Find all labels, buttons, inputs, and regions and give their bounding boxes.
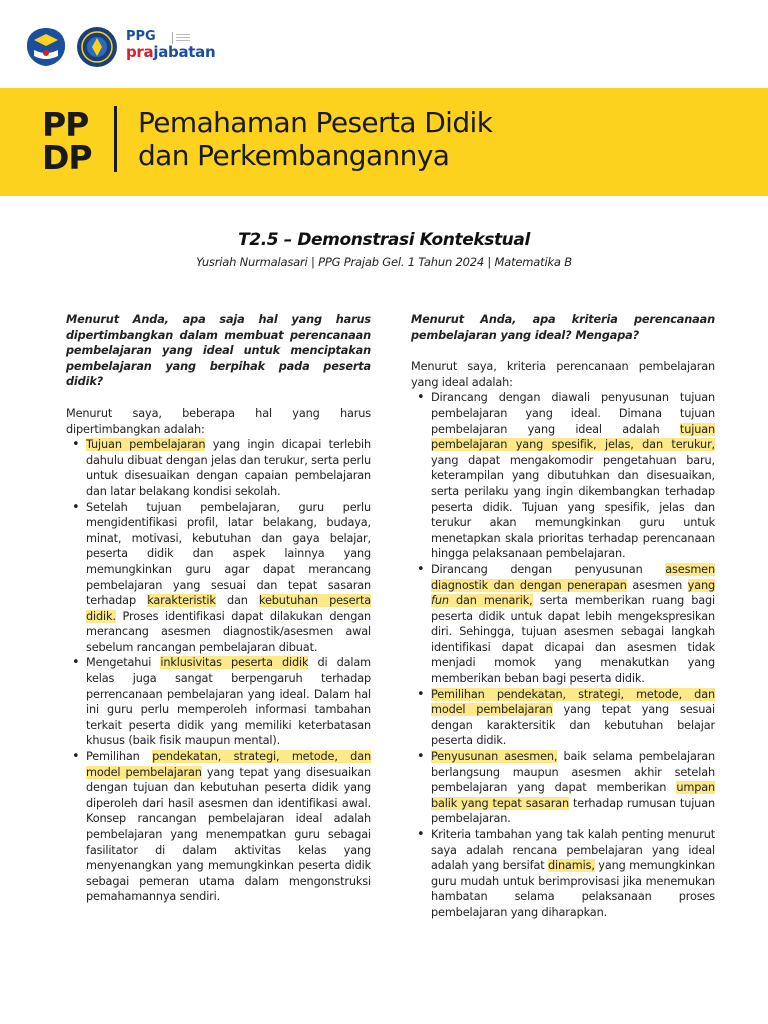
ppg-logo-line2 [126,44,215,60]
highlight: karakteristik [147,594,216,608]
emphasis: fun [431,594,449,608]
text: yang tepat yang sesuai dengan karaktersitik dan kebutuhan belajar peserta didik. [431,703,715,748]
list-item [431,687,715,749]
ppg-prajabatan-logo [126,30,215,60]
left-column [66,312,371,905]
ppg-logo-line1: PPG [126,29,156,44]
right-intro: Menurut saya, kriteria perencanaan pembelajaran yang ideal adalah: [411,360,715,389]
left-question: Menurut Anda, apa saja hal yang harus dipertimbangkan dalam membuat perencanaan pembelajaran yang ideal untuk menciptakan pembelajaran yang berpihak pada peserta didik? [66,313,371,389]
list-item [86,749,371,905]
right-question: Menurut Anda, apa kriteria perencanaan pembelajaran yang ideal? Mengapa? [411,313,715,342]
ppg-logo-pra: pra [126,43,154,61]
text: yang [687,578,715,592]
text: Kriteria tambahan yang tak kalah penting menurut saya adalah rencana pembelajaran yang ideal adalah yang bersifat [431,828,715,873]
course-title-line1: Pemahaman Peserta Didik [138,106,493,139]
right-column [411,312,715,921]
left-intro: Menurut saya, beberapa hal yang harus dipertimbangkan adalah: [66,406,371,436]
ppdp-badge [42,105,102,177]
highlight: dinamis, [548,859,595,873]
left-list [66,437,371,905]
text: dan [215,594,259,608]
list-item [86,437,371,499]
text: yang dapat mengakomodir pengetahuan baru, keterampilan yang dibutuhkan dan disesuaikan, serta perilaku yang ingin dikembangkan terhadap peserta didik. Tujuan yang spesifik, jelas dan terukur akan memungkinkan guru untuk menetapkan skala prioritas terhadap perencanaan hingga pelaksanaan pembelajaran. [431,453,715,561]
text: yang ingin dicapai terlebih dahulu dibuat dengan jelas dan terukur, serta perlu untuk disesuaikan dengan capaian pembelajaran dan latar belakang kondisi sekolah. [86,438,371,498]
banner-divider [114,106,117,172]
text: Dirancang dengan penyusunan [431,562,666,576]
list-item [431,827,715,921]
text: Proses identifikasi dapat dilakukan dengan merancang asesmen diagnostik/asesmen awal sebelum rancangan pembelajaran dibuat. [86,609,371,654]
ppdp-badge-line1: PP [42,105,89,144]
document-title: T2.5 – Demonstrasi Kontekstual [238,230,530,250]
text: asesmen [626,578,688,592]
course-title-line2: dan Perkembangannya [138,139,450,172]
text: baik selama pembelajaran berlangsung maupun asesmen akhir setelah pembelajaran yang dapat memberikan [431,750,716,795]
highlight: tujuan pembelajaran yang spesifik, jelas, dan terukur, [431,422,715,452]
text: Dirancang dengan diawali penyusunan tujuan pembelajaran yang ideal. Dimana tujuan pembelajaran yang ideal adalah [431,391,715,436]
kemendikbud-logo-icon [24,26,68,68]
text: serta memberikan ruang bagi peserta didik untuk dapat lebih mengekspresikan diri. Sehingga, tujuan asesmen sebagai langkah identifikasi dapat dicapai dan asesmen tidak menjadi momok yang menakutkan yang memberikan beban bagi peserta didik. [431,594,715,686]
right-list [411,390,715,920]
document-byline: Yusriah Nurmalasari | PPG Prajab Gel. 1 Tahun 2024 | Matematika B [196,255,572,269]
text: di dalam kelas juga sangat berpengaruh terhadap perrencanaan pembelajaran yang ideal. Dalam hal ini guru perlu memperoleh informasi tambahan terkait peserta didik yang memiliki keterbatasan khusus (baik fisik maupun mental). [86,656,371,748]
list-item [86,500,371,656]
ppg-logo-jabatan: jabatan [153,43,216,61]
course-title [138,106,492,172]
top-logo-bar [0,0,768,88]
list-item [431,749,715,827]
list-item [431,390,715,562]
ppg-logo-tagline-lines [172,32,193,44]
text: yang tepat yang disesuaikan dengan tujuan dan kebutuhan peserta didik yang diperoleh dari hasil asesmen dan identifikasi awal. Konsep rancangan pembelajaran ideal adalah pembelajaran yang menempatkan guru sebagai fasilitator di dalam aktivitas kelas yang menyenangkan yang memungkinkan peserta didik sebagai pemeran utama dalam mengonstruksi pemahamannya sendiri. [86,765,371,904]
highlight: kebutuhan peserta didik. [86,594,372,623]
university-seal-icon [76,26,118,68]
list-item [431,562,715,687]
text: terhadap rumusan tujuan pembelajaran. [431,796,715,826]
highlight: inklusivitas peserta didik [160,656,309,670]
highlight: Pemilihan pendekatan, strategi, metode, dan model pembelajaran [431,687,715,717]
text: Setelah tujuan pembelajaran, guru perlu mengidentifikasi profil, latar belakang, budaya, minat, motivasi, kebutuhan dan gaya belajar, peserta didik dan aspek lainnya yang memungkinkan guru agar dapat merancang pembelajaran yang sesuai dan tepat sasaran terhadap [86,500,371,608]
text: Pemilihan [86,750,153,764]
ppdp-badge-line2: DP [42,138,92,177]
highlight: umpan balik yang tepat sasaran [431,781,715,810]
list-item [86,655,371,749]
highlight: pendekatan, strategi, metode, dan model pembelajaran [86,750,371,779]
highlight: Penyusunan asesmen, [431,750,558,764]
highlight: asesmen diagnostik dan dengan penerapan [431,562,715,592]
highlight: Tujuan pembelajaran [86,438,206,452]
text: dan menarik, [448,594,533,608]
text: Mengetahui [86,656,161,670]
text: yang memungkinkan guru mudah untuk berimprovisasi jika menemukan hambatan selama pelaksanaan proses pembelajaran yang diharapkan. [431,859,715,919]
